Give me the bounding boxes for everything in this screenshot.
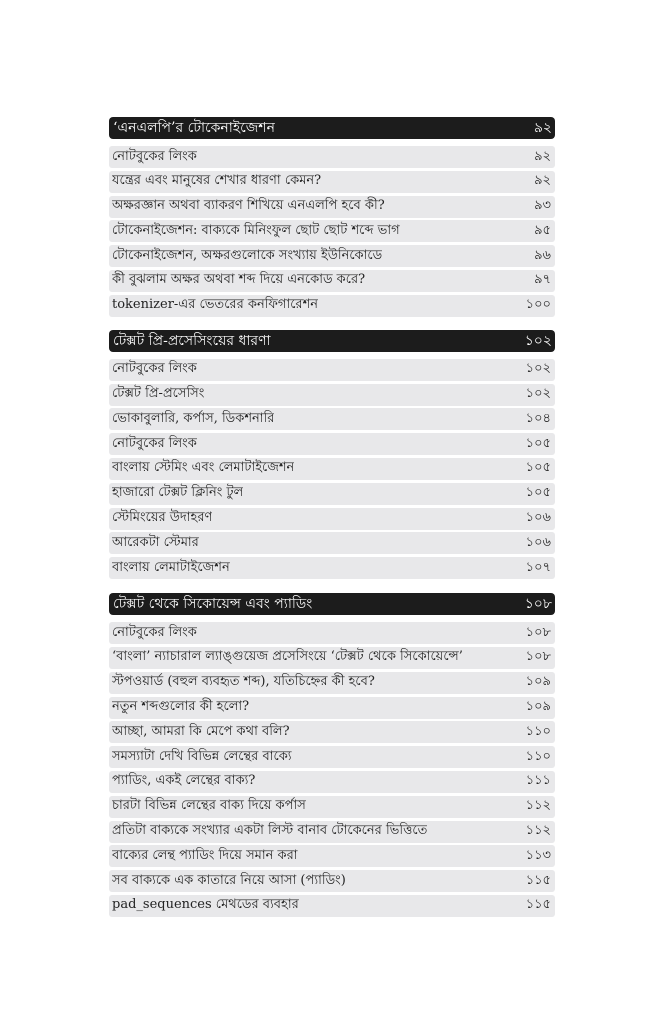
entry-page-number: ১১৫ (525, 872, 551, 888)
entry-page-number: ১০৬ (525, 534, 551, 550)
entry-title: সব বাক্যকে এক কাতারে নিয়ে আসা (প্যাডিং) (112, 872, 346, 888)
toc-entry[interactable] (109, 245, 555, 267)
entry-title: নতুন শব্দগুলোর কী হলো? (112, 699, 250, 715)
toc-section (109, 593, 555, 917)
toc-entry[interactable] (109, 270, 555, 292)
section-header[interactable] (109, 117, 555, 139)
entry-title: pad_sequences মেথডের ব্যবহার (112, 897, 299, 913)
toc-entry[interactable] (109, 771, 555, 793)
section-page-number: ৯২ (533, 120, 552, 136)
entry-page-number: ১০৪ (525, 410, 551, 426)
entry-title: চারটা বিভিন্ন লেন্থের বাক্য দিয়ে কর্পাস (112, 798, 306, 814)
toc-section (109, 330, 555, 579)
entry-title: নোটবুকের লিংক (112, 624, 197, 640)
toc-entry[interactable] (109, 895, 555, 917)
toc-entry[interactable] (109, 295, 555, 317)
toc-entry[interactable] (109, 532, 555, 554)
entry-page-number: ১০৬ (525, 510, 551, 526)
entry-title: হাজারো টেক্সট ক্লিনিং টুল (112, 485, 244, 501)
toc-entry[interactable] (109, 672, 555, 694)
entry-title: যন্ত্রের এবং মানুষের শেখার ধারণা কেমন? (112, 173, 322, 189)
entry-page-number: ১০৫ (525, 485, 551, 501)
entry-page-number: ১১২ (525, 798, 551, 814)
entry-title: অক্ষরজ্ঞান অথবা ব্যাকরণ শিখিয়ে এনএলপি হবে কী? (112, 198, 385, 214)
toc-entry[interactable] (109, 408, 555, 430)
entry-page-number: ৯৭ (534, 272, 551, 288)
entry-page-number: ১১২ (525, 823, 551, 839)
section-page-number: ১০৮ (524, 596, 552, 613)
entry-page-number: ১০০ (525, 297, 551, 313)
entry-title: বাংলায় স্টেমিং এবং লেমাটাইজেশন (112, 460, 295, 476)
entry-title: প্রতিটা বাক্যকে সংখ্যার একটা লিস্ট বানাব টোকেনের ভিত্তিতে (112, 823, 428, 839)
entry-title: নোটবুকের লিংক (112, 361, 197, 377)
section-title: ‘এনএলপি’র টোকেনাইজেশন (113, 120, 275, 136)
toc-entry[interactable] (109, 146, 555, 168)
entry-page-number: ৯৩ (534, 198, 551, 214)
section-title: টেক্সট প্রি-প্রসেসিংয়ের ধারণা (113, 332, 271, 349)
toc-entry[interactable] (109, 557, 555, 579)
entry-title: নোটবুকের লিংক (112, 148, 197, 164)
section-header[interactable] (109, 330, 555, 352)
entry-page-number: ৯২ (534, 148, 551, 164)
toc-entry[interactable] (109, 171, 555, 193)
toc-entry[interactable] (109, 622, 555, 644)
entry-title: ভোকাবুলারি, কর্পাস, ডিকশনারি (112, 410, 275, 426)
entry-page-number: ১১০ (525, 723, 551, 739)
toc-entry[interactable] (109, 870, 555, 892)
toc-entry[interactable] (109, 796, 555, 818)
entry-page-number: ১০২ (525, 361, 551, 377)
entry-title: কী বুঝলাম অক্ষর অথবা শব্দ দিয়ে এনকোড করে? (112, 272, 366, 288)
toc-entry[interactable] (109, 508, 555, 530)
toc-entry[interactable] (109, 433, 555, 455)
section-header[interactable] (109, 593, 555, 615)
entry-page-number: ৯৬ (534, 247, 551, 263)
entry-page-number: ৯২ (534, 173, 551, 189)
toc-entry[interactable] (109, 220, 555, 242)
entry-page-number: ১০৯ (525, 699, 551, 715)
entry-title: টেক্সট প্রি-প্রসেসিং (112, 386, 205, 402)
toc-entry[interactable] (109, 647, 555, 669)
entry-title: স্টেমিংয়ের উদাহরণ (112, 510, 213, 526)
entry-page-number: ১১১ (525, 773, 551, 789)
entry-page-number: ১০২ (525, 386, 551, 402)
entry-title: বাক্যের লেন্থ প্যাডিং দিয়ে সমান করা (112, 847, 298, 863)
toc-entry[interactable] (109, 746, 555, 768)
section-page-number: ১০২ (524, 332, 552, 349)
entry-page-number: ১০৫ (525, 460, 551, 476)
entry-title: সমস্যাটা দেখি বিভিন্ন লেন্থের বাক্যে (112, 748, 292, 764)
entry-title: ‘বাংলা’ ন্যাচারাল ল্যাঙ্গুয়েজ প্রসেসিংয়ে ‘টেক্সট থেকে সিকোয়েন্সে’ (112, 649, 463, 665)
toc-entry[interactable] (109, 721, 555, 743)
entry-title: আরেকটা স্টেমার (112, 534, 199, 550)
entry-title: টোকেনাইজেশন, অক্ষরগুলোকে সংখ্যায় ইউনিকোডে (112, 247, 383, 263)
section-title: টেক্সট থেকে সিকোয়েন্স এবং প্যাডিং (113, 596, 313, 613)
entry-title: টোকেনাইজেশন: বাক্যকে মিনিংফুল ছোট ছোট শব্দে ভাগ (112, 222, 400, 238)
entry-page-number: ৯৫ (534, 222, 551, 238)
entry-page-number: ১১৫ (525, 897, 551, 913)
entry-page-number: ১০৮ (525, 649, 551, 665)
entry-page-number: ১১৩ (525, 847, 551, 863)
entry-title: স্টপওয়ার্ড (বহুল ব্যবহৃত শব্দ), যতিচিহ্নের কী হবে? (112, 674, 375, 690)
toc-entry[interactable] (109, 697, 555, 719)
entry-title: নোটবুকের লিংক (112, 435, 197, 451)
entry-title: tokenizer-এর ভেতরের কনফিগারেশন (112, 297, 319, 313)
entry-page-number: ১০৮ (525, 624, 551, 640)
toc-entry[interactable] (109, 384, 555, 406)
table-of-contents (109, 117, 555, 930)
entry-title: আচ্ছা, আমরা কি মেপে কথা বলি? (112, 723, 290, 739)
toc-entry[interactable] (109, 196, 555, 218)
entry-page-number: ১০৯ (525, 674, 551, 690)
toc-entry[interactable] (109, 458, 555, 480)
entry-title: বাংলায় লেমাটাইজেশন (112, 559, 230, 575)
entry-title: প্যাডিং, একই লেন্থের বাক্য? (112, 773, 256, 789)
toc-entry[interactable] (109, 359, 555, 381)
toc-entry[interactable] (109, 821, 555, 843)
entry-page-number: ১০৫ (525, 435, 551, 451)
toc-entry[interactable] (109, 845, 555, 867)
toc-section (109, 117, 555, 317)
toc-entry[interactable] (109, 483, 555, 505)
entry-page-number: ১১০ (525, 748, 551, 764)
entry-page-number: ১০৭ (525, 559, 551, 575)
